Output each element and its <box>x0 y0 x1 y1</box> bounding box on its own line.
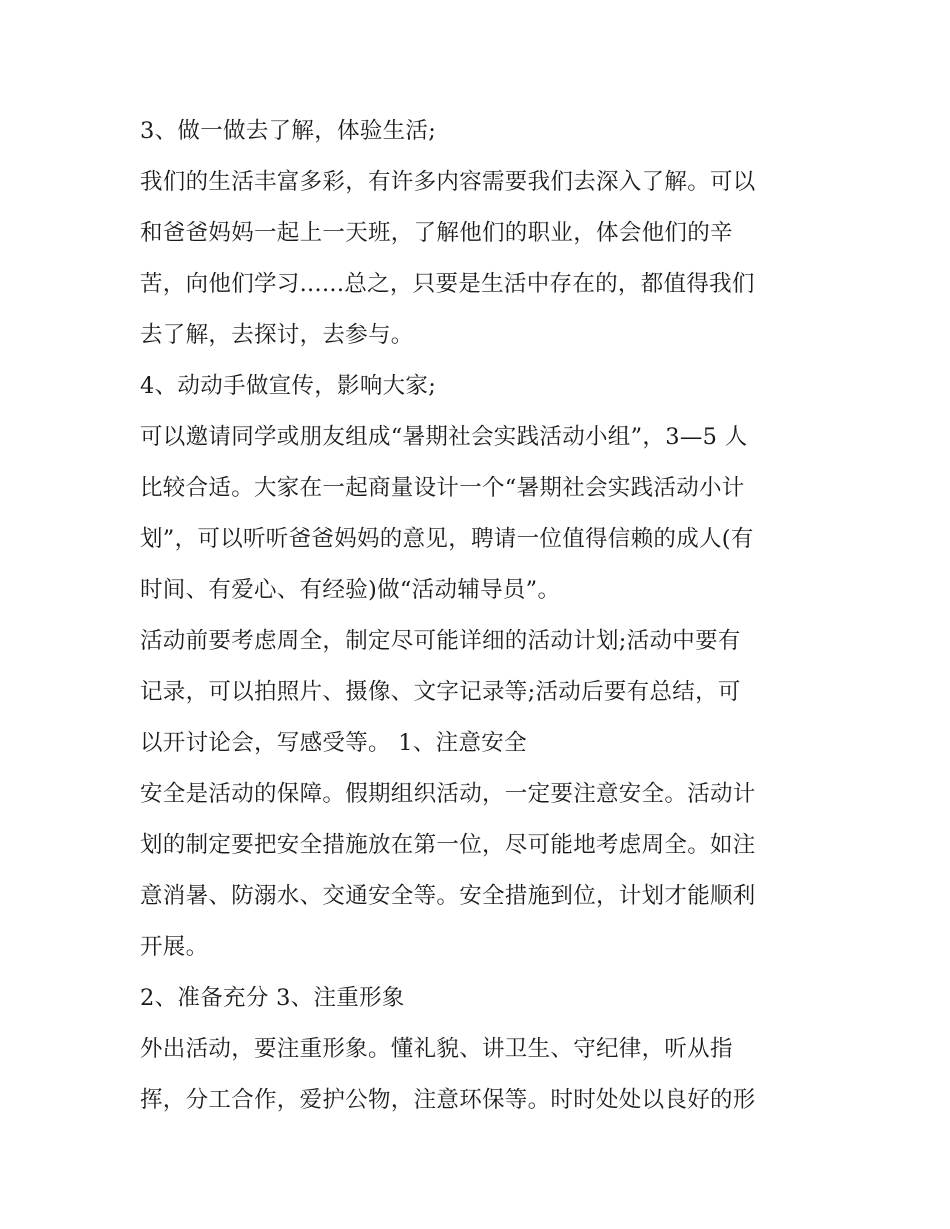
text-line: 挥，分工合作，爱护公物，注意环保等。时时处处以良好的形 <box>140 1087 756 1113</box>
text-line: 可以邀请同学或朋友组成“暑期社会实践活动小组”，3—5 人 <box>140 424 748 450</box>
text-line: 2、准备充分 3、注重形象 <box>140 985 405 1011</box>
text-line: 开展。 <box>140 934 209 960</box>
text-line: 比较合适。大家在一起商量设计一个“暑期社会实践活动小计 <box>140 475 745 501</box>
text-line: 苦，向他们学习......总之，只要是生活中存在的，都值得我们 <box>140 271 755 297</box>
text-line: 安全是活动的保障。假期组织活动，一定要注意安全。活动计 <box>140 781 756 807</box>
text-line: 3、做一做去了解，体验生活; <box>140 118 437 144</box>
text-line: 外出活动，要注重形象。懂礼貌、讲卫生、守纪律，听从指 <box>140 1036 733 1062</box>
text-line: 去了解，去探讨，去参与。 <box>140 322 414 348</box>
text-line: 以开讨论会，写感受等。 1、注意安全 <box>140 730 527 756</box>
text-line: 记录，可以拍照片、摄像、文字记录等;活动后要有总结，可 <box>140 679 741 705</box>
text-line: 意消暑、防溺水、交通安全等。安全措施到位，计划才能顺利 <box>140 883 756 909</box>
text-line: 和爸爸妈妈一起上一天班，了解他们的职业，体会他们的辛 <box>140 220 733 246</box>
text-line: 活动前要考虑周全，制定尽可能详细的活动计划;活动中要有 <box>140 628 741 654</box>
text-line: 划的制定要把安全措施放在第一位，尽可能地考虑周全。如注 <box>140 832 756 858</box>
text-line: 4、动动手做宣传，影响大家; <box>140 373 437 399</box>
text-line: 我们的生活丰富多彩，有许多内容需要我们去深入了解。可以 <box>140 169 756 195</box>
document-body <box>140 106 820 1126</box>
text-line: 时间、有爱心、有经验)做“活动辅导员”。 <box>140 577 561 603</box>
text-line: 划”，可以听听爸爸妈妈的意见，聘请一位值得信赖的成人(有 <box>140 526 754 552</box>
